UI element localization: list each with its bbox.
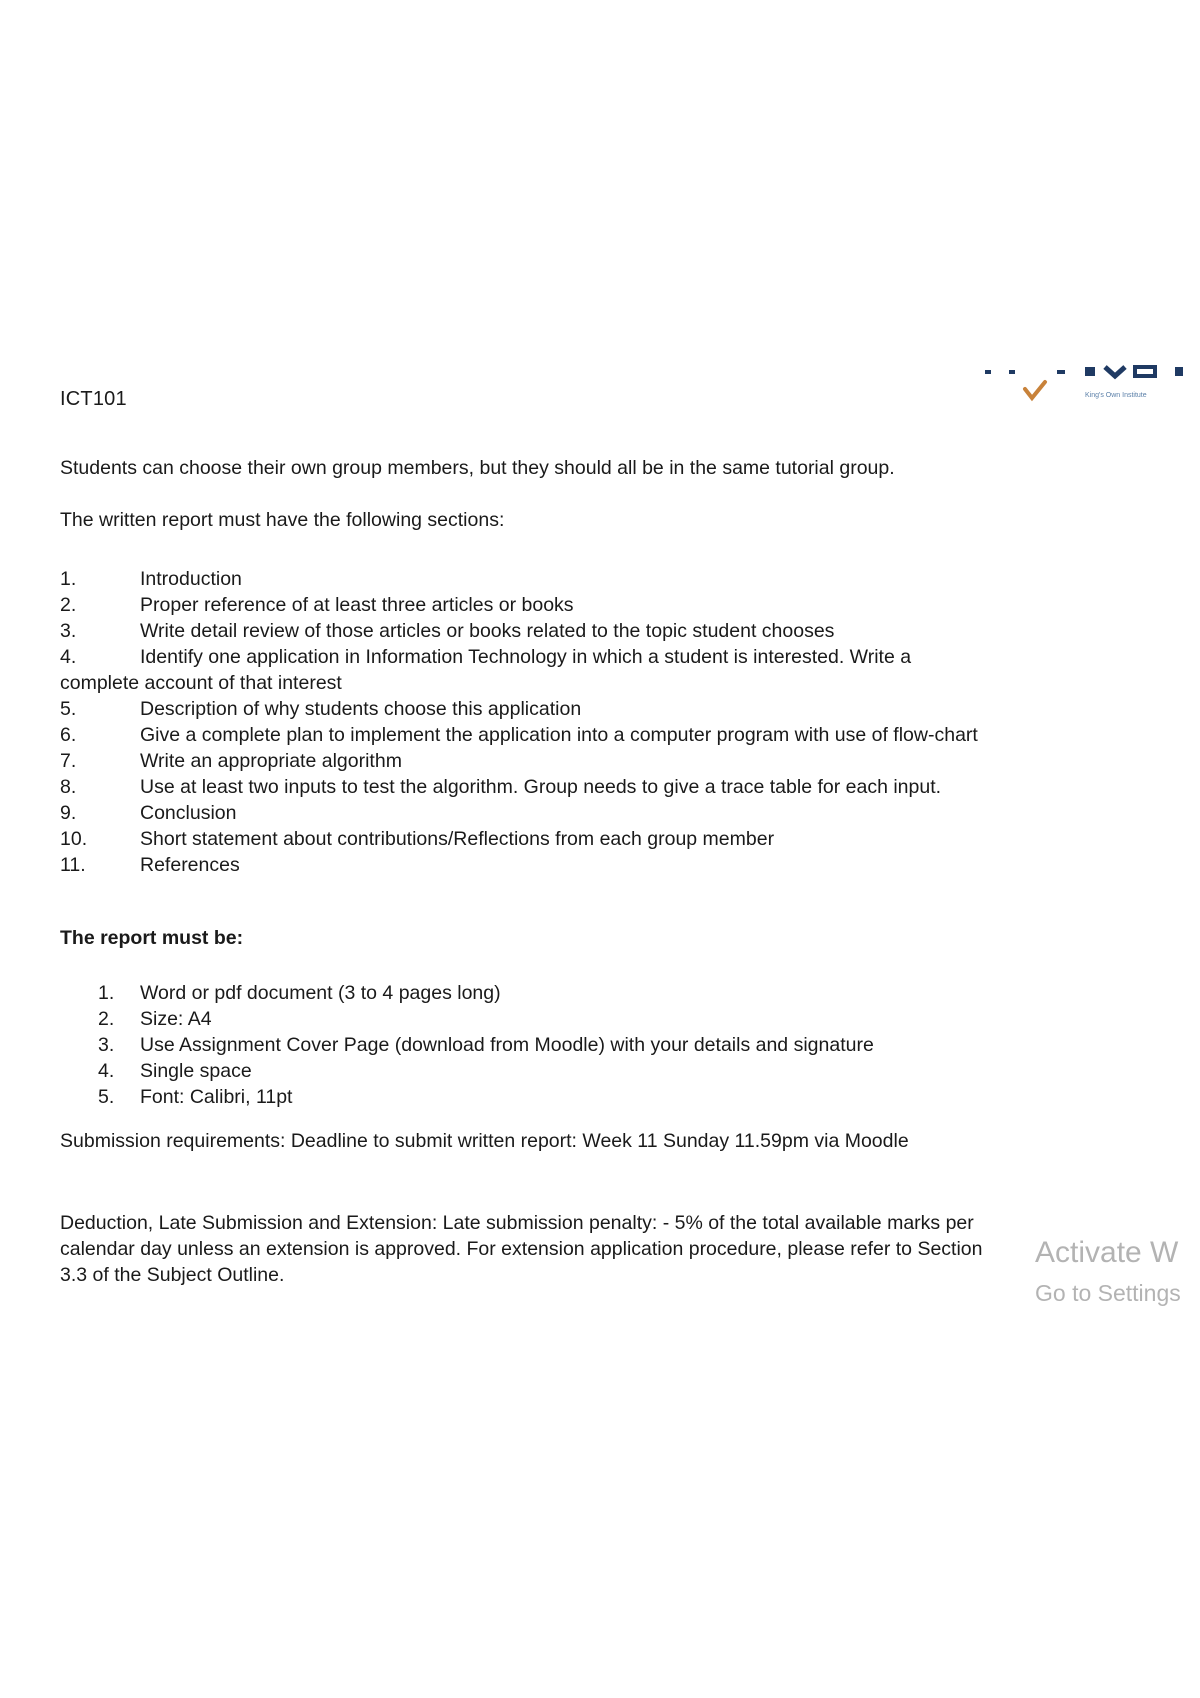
list-item-text: Conclusion bbox=[140, 802, 237, 824]
list-item-number: 1. bbox=[98, 982, 115, 1004]
course-code: ICT101 bbox=[60, 388, 127, 410]
list-item-number: 9. bbox=[60, 802, 77, 824]
intro-paragraph: Students can choose their own group members, but they should all be in the same tutorial group. bbox=[60, 457, 895, 479]
deduction-line: calendar day unless an extension is approved. For extension application procedure, please refer to Section bbox=[60, 1238, 983, 1260]
deduction-paragraph bbox=[60, 1210, 982, 1288]
report-heading: The report must be: bbox=[60, 927, 244, 949]
list-item-text: Proper reference of at least three articles or books bbox=[140, 594, 574, 616]
list-item bbox=[60, 566, 1170, 592]
list-item-number: 6. bbox=[60, 724, 77, 746]
list-item-text: Font: Calibri, 11pt bbox=[140, 1086, 293, 1108]
deduction-line: 3.3 of the Subject Outline. bbox=[60, 1264, 285, 1286]
list-item bbox=[60, 774, 1170, 800]
list-item bbox=[60, 696, 1170, 722]
list-item bbox=[60, 800, 1170, 826]
list-item-number: 7. bbox=[60, 750, 77, 772]
list-item bbox=[60, 592, 1170, 618]
list-item-text: Short statement about contributions/Reflections from each group member bbox=[140, 828, 775, 850]
list-item-text: Single space bbox=[140, 1060, 252, 1082]
list-item bbox=[60, 722, 1170, 748]
list-item-number: 8. bbox=[60, 776, 77, 798]
list-item bbox=[60, 748, 1170, 774]
list-item bbox=[60, 852, 1170, 878]
list-item-continuation: complete account of that interest bbox=[60, 672, 342, 694]
list-item bbox=[60, 644, 1170, 670]
list-item-text: Write detail review of those articles or books related to the topic student chooses bbox=[140, 620, 835, 642]
sections-list bbox=[60, 566, 1170, 878]
list-item-text: Use Assignment Cover Page (download from Moodle) with your details and signature bbox=[140, 1034, 874, 1056]
list-item-number: 4. bbox=[98, 1060, 115, 1082]
sections-heading: The written report must have the following sections: bbox=[60, 509, 505, 531]
list-item-number: 2. bbox=[60, 594, 77, 616]
list-item-number: 4. bbox=[60, 646, 77, 668]
list-item-text: References bbox=[140, 854, 240, 876]
list-item-number: 5. bbox=[60, 698, 77, 720]
list-item-number: 2. bbox=[98, 1008, 115, 1030]
kings-own-institute-logo bbox=[985, 365, 1190, 415]
logo-caption: King's Own Institute bbox=[1085, 392, 1147, 399]
list-item-number: 3. bbox=[98, 1034, 115, 1056]
submission-requirements: Submission requirements: Deadline to submit written report: Week 11 Sunday 11.59pm via Moodle bbox=[60, 1130, 909, 1152]
go-to-settings-watermark: Go to Settings bbox=[1035, 1280, 1181, 1306]
list-item-number: 5. bbox=[98, 1086, 115, 1108]
deduction-line: Deduction, Late Submission and Extension: Late submission penalty: - 5% of the total available marks per bbox=[60, 1212, 974, 1234]
list-item-text: Give a complete plan to implement the application into a computer program with use of flow-chart bbox=[140, 724, 978, 746]
list-item-text: Use at least two inputs to test the algorithm. Group needs to give a trace table for each input. bbox=[140, 776, 942, 798]
list-item-number: 11. bbox=[60, 854, 86, 876]
list-item-text: Word or pdf document (3 to 4 pages long) bbox=[140, 982, 501, 1004]
list-item-text: Introduction bbox=[140, 568, 242, 590]
list-item-text: Description of why students choose this application bbox=[140, 698, 582, 720]
list-item-text: Identify one application in Information Technology in which a student is interested. Write a bbox=[140, 646, 912, 668]
list-item-number: 10. bbox=[60, 828, 88, 850]
list-item-number: 3. bbox=[60, 620, 77, 642]
list-item bbox=[60, 826, 1170, 852]
list-item-number: 1. bbox=[60, 568, 77, 590]
list-item-text: Write an appropriate algorithm bbox=[140, 750, 402, 772]
activate-windows-watermark: Activate W bbox=[1035, 1236, 1179, 1269]
list-item bbox=[60, 618, 1170, 644]
list-item-text: Size: A4 bbox=[140, 1008, 212, 1030]
